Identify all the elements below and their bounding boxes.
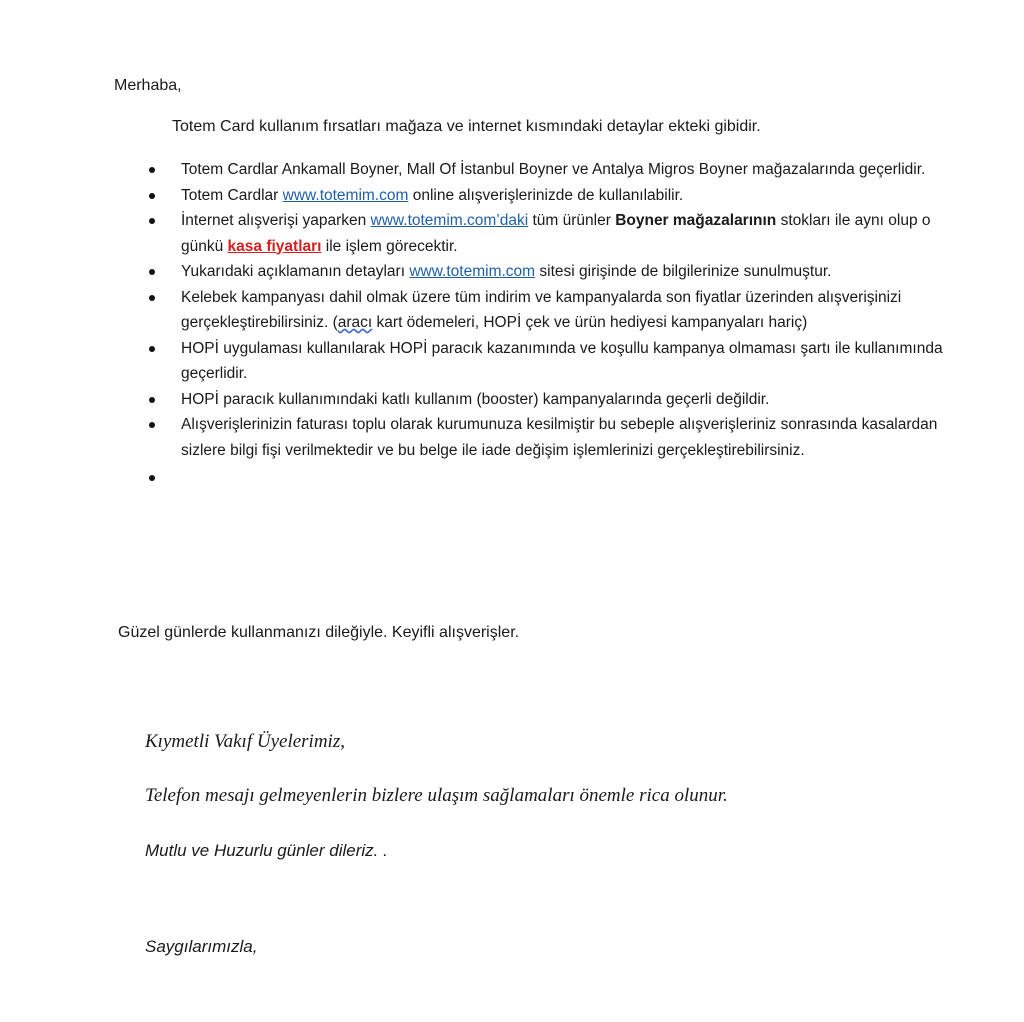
bullet-text-pre: Totem Cardlar — [181, 186, 283, 204]
foundation-request: Telefon mesajı gelmeyenlerin bizlere ulaşım sağlamaları önemle rica olunur. — [145, 785, 728, 806]
foundation-salutation: Kıymetli Vakıf Üyelerimiz, — [145, 731, 345, 752]
bullet-text-post: kart ödemeleri, HOPİ çek ve ürün hediyesi kampanyaları hariç) — [372, 314, 808, 331]
bullet-dot — [149, 167, 155, 173]
letter-closing: Güzel günlerde kullanmanızı dileğiyle. Keyifli alışverişler. — [118, 624, 520, 641]
foundation-signoff: Saygılarımızla, — [145, 937, 258, 956]
cashier-prices-highlight: kasa fiyatları — [227, 237, 322, 255]
bullet-item-store-validity — [144, 157, 944, 183]
letter-greeting: Merhaba, — [114, 77, 182, 94]
bullet-text-post: sitesi girişinde de bilgilerinize sunulmuştur. — [535, 263, 832, 280]
bullet-text-pre: İnternet alışverişi yaparken — [181, 212, 371, 229]
bullet-dot — [149, 218, 155, 224]
bullet-item-details-on-site — [144, 259, 944, 285]
bullet-list — [144, 157, 944, 489]
totemim-link[interactable]: www.totemim.com — [409, 263, 536, 280]
bullet-item-hopi-earning — [144, 336, 944, 387]
bullet-dot — [149, 269, 155, 275]
bullet-item-online-usage — [144, 183, 944, 209]
bullet-text-pre: Kelebek kampanyası dahil olmak üzere tüm indirim ve kampanyalarda son fiyatlar üzerinden alışverişinizi gerçekleştirebilirsiniz. ( — [181, 288, 902, 331]
foundation-wishes: Mutlu ve Huzurlu günler dileriz. . — [145, 841, 388, 860]
bullet-dot — [149, 346, 155, 352]
totemim-daki-link[interactable]: www.totemim.com’daki — [370, 212, 529, 229]
bullet-dot — [149, 475, 155, 481]
spellcheck-word: aracı — [337, 314, 373, 331]
boyner-stores-bold: Boyner mağazalarının — [615, 212, 777, 229]
bullet-text: HOPİ paracık kullanımındaki katlı kullanım (booster) kampanyalarında geçerli değildir. — [181, 390, 770, 408]
bullet-text-mid2: stokları ile aynı olup o günkü — [181, 212, 931, 255]
bullet-dot — [149, 422, 155, 428]
bullet-text-post: ile işlem görecektir. — [321, 237, 458, 255]
bullet-text-post: online alışverişlerinizde de kullanılabilir. — [408, 186, 684, 204]
bullet-item-empty — [144, 463, 944, 489]
bullet-text-mid: tüm ürünler — [528, 212, 616, 229]
bullet-dot — [149, 397, 155, 403]
bullet-item-hopi-booster — [144, 387, 944, 413]
letter-intro: Totem Card kullanım fırsatları mağaza ve internet kısmındaki detaylar ekteki gibidir. — [172, 118, 761, 135]
bullet-text: Totem Cardlar Ankamall Boyner, Mall Of İstanbul Boyner ve Antalya Migros Boyner mağazalarında geçerlidir. — [181, 161, 926, 178]
bullet-text: HOPİ uygulaması kullanılarak HOPİ paracık kazanımında ve koşullu kampanya olmaması şartı ile kullanımında geçerlidir. — [181, 339, 943, 382]
bullet-text: Alışverişlerinizin faturası toplu olarak kurumunuza kesilmiştir bu sebeple alışverişleriniz sonrasında kasalardan sizlere bilgi fişi verilmektedir ve bu belge ile iade değişim işlemlerinizi gerçekleştirebilirsiniz. — [181, 416, 938, 459]
bullet-dot — [149, 193, 155, 199]
bullet-item-campaigns — [144, 285, 944, 336]
totemim-link[interactable]: www.totemim.com — [282, 186, 409, 204]
bullet-item-internet-stock — [144, 208, 944, 259]
bullet-item-invoice — [144, 412, 944, 463]
bullet-text-pre: Yukarıdaki açıklamanın detayları — [181, 263, 410, 280]
bullet-dot — [149, 295, 155, 301]
